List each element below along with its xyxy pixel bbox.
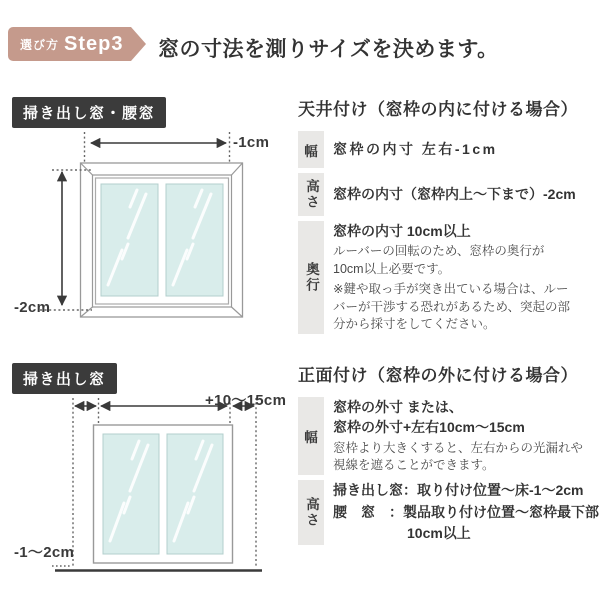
spec-label-height: 高さ: [298, 173, 324, 216]
window-type-badge-bottom: 掃き出し窓: [12, 363, 117, 394]
spec-value-depth: 窓枠の内寸 10cm以上: [333, 223, 471, 239]
height-dimension-label-top: -2cm: [14, 299, 51, 316]
spec-table-front-mount: [298, 361, 599, 550]
spec-label-height: 高さ: [298, 480, 324, 545]
step-badge-number: Step3: [64, 32, 124, 55]
spec-row-width: [298, 397, 594, 475]
spec-note-depth: ルーバーの回転のため、窓枠の奥行が10cm以上必要です。: [333, 244, 545, 277]
height-rule-waist-window: 腰 窓 ：製品取り付け位置〜窓枠最下部: [333, 503, 599, 520]
window-type-badge-top: 掃き出し窓・腰窓: [12, 97, 166, 128]
width-dimension-label-top: -1cm: [233, 134, 270, 151]
page-title: 窓の寸法を測りサイズを決めます。: [158, 38, 499, 61]
spec-row-height: [298, 480, 599, 545]
spec-row-height: [298, 173, 594, 216]
spec-note-width: 窓枠より大きくすると、左右からの光漏れや視線を遮ることができます。: [333, 440, 584, 473]
spec-label-width: 幅: [298, 397, 324, 475]
step-badge: [8, 27, 131, 61]
height-dimension-label-bottom: -1〜2cm: [14, 544, 75, 561]
window-diagram-inside-mount: [0, 122, 290, 327]
table-heading-front-mount: 正面付け（窓枠の外に付ける場合）: [298, 366, 578, 385]
spec-value-width-line1: 窓枠の外寸 または、: [333, 399, 463, 415]
spec-label-width: 幅: [298, 131, 324, 168]
spec-value-width: 窓枠の内寸 左右-1cm: [333, 141, 498, 158]
spec-row-width: [298, 131, 594, 168]
spec-table-ceiling-mount: [298, 95, 594, 339]
step-badge-prefix: 選び方: [20, 37, 60, 52]
height-rule-sweep-window: 掃き出し窓：取り付け位置〜床-1〜2cm: [333, 482, 584, 499]
table-heading-ceiling-mount: 天井付け（窓枠の内に付ける場合）: [298, 100, 578, 119]
spec-value-height: 窓枠の内寸（窓枠内上〜下まで）-2cm: [333, 186, 576, 203]
width-dimension-label-bottom: +10〜15cm: [205, 392, 287, 409]
spec-caution-depth: ※鍵や取っ手が突き出ている場合は、ルーバーが干渉する恐れがあるため、突起の部分から採寸をしてください。: [333, 281, 571, 332]
spec-row-depth: [298, 221, 594, 334]
height-rule-waist-window-cont: 10cm以上: [407, 525, 471, 542]
spec-value-width-line2: 窓枠の外寸+左右10cm〜15cm: [333, 419, 525, 436]
spec-label-depth: 奥行: [298, 221, 324, 334]
